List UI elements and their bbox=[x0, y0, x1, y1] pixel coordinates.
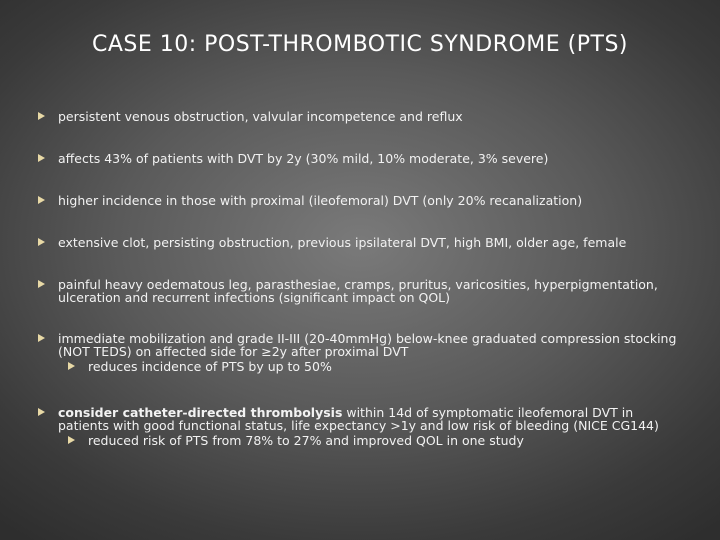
bullet-item bbox=[38, 236, 688, 249]
bullet-text bbox=[58, 406, 688, 432]
bullet-bold-text: consider catheter-directed thrombolysis bbox=[58, 405, 343, 420]
bullet-item bbox=[38, 406, 688, 447]
sub-bullet-text: reduces incidence of PTS by up to 50% bbox=[88, 359, 332, 374]
bullet-item bbox=[38, 278, 688, 304]
bullet-text: higher incidence in those with proximal (ileofemoral) DVT (only 20% recanalization) bbox=[58, 193, 583, 208]
bullet-arrow-icon bbox=[38, 408, 45, 416]
bullet-arrow-icon bbox=[38, 238, 45, 246]
bullet-arrow-icon bbox=[38, 334, 45, 342]
bullet-item bbox=[38, 332, 688, 373]
bullet-rest-text: within 14d of symptomatic ileofemoral DVT in patients with good functional status, life expectancy >1y and low risk of bleeding (NICE CG144) bbox=[58, 405, 659, 433]
bullet-text: painful heavy oedematous leg, parasthesiae, cramps, pruritus, varicosities, hyperpigmentation, ulceration and recurrent infections (significant impact on QOL) bbox=[58, 277, 658, 305]
bullet-arrow-icon bbox=[38, 196, 45, 204]
bullet-item bbox=[38, 110, 688, 123]
bullet-text: extensive clot, persisting obstruction, previous ipsilateral DVT, high BMI, older age, female bbox=[58, 235, 627, 250]
bullet-item bbox=[38, 152, 688, 165]
bullet-item bbox=[38, 194, 688, 207]
sub-bullet-text: reduced risk of PTS from 78% to 27% and improved QOL in one study bbox=[88, 433, 524, 448]
sub-bullet-arrow-icon bbox=[68, 436, 75, 444]
bullet-arrow-icon bbox=[38, 154, 45, 162]
bullet-arrow-icon bbox=[38, 112, 45, 120]
sub-bullet-item bbox=[88, 434, 688, 447]
sub-bullet-item bbox=[88, 360, 688, 373]
bullet-arrow-icon bbox=[38, 280, 45, 288]
bullet-text: persistent venous obstruction, valvular incompetence and reflux bbox=[58, 109, 463, 124]
slide-title: CASE 10: POST-THROMBOTIC SYNDROME (PTS) bbox=[91, 32, 629, 57]
bullet-text: affects 43% of patients with DVT by 2y (30% mild, 10% moderate, 3% severe) bbox=[58, 151, 549, 166]
sub-bullet-arrow-icon bbox=[68, 362, 75, 370]
bullet-text: immediate mobilization and grade II-III (20-40mmHg) below-knee graduated compression stocking (NOT TEDS) on affected side for ≥2y after proximal DVT bbox=[58, 331, 677, 359]
